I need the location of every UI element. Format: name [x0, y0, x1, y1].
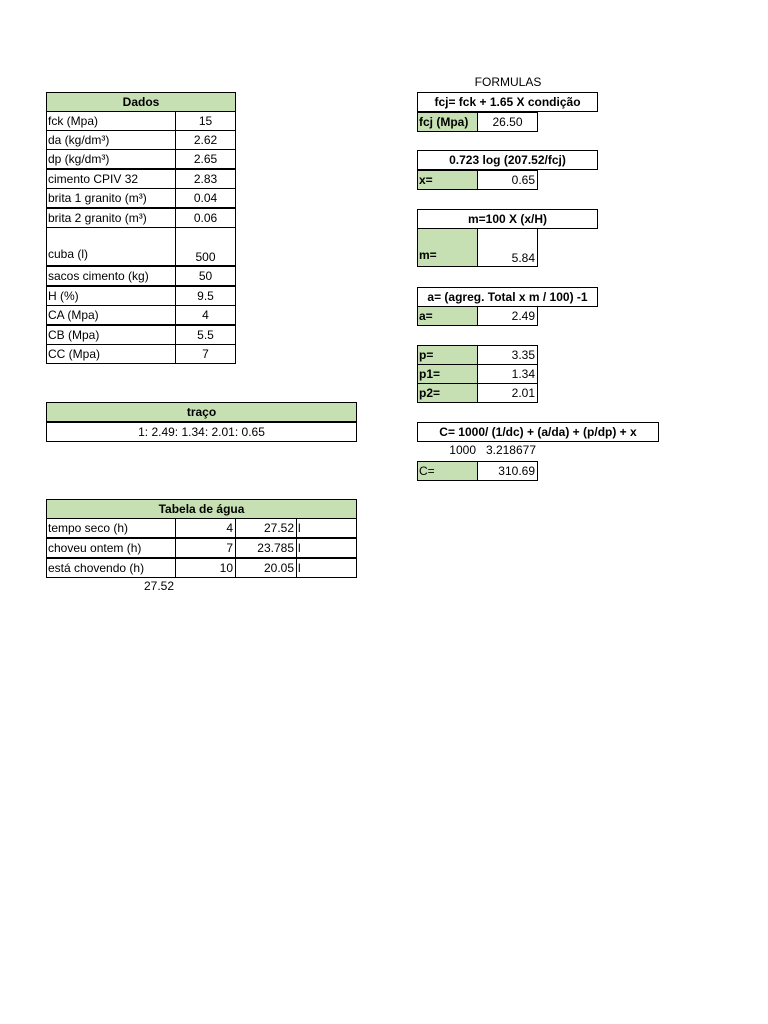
c-extra-value[interactable]: 3.218677: [485, 443, 536, 457]
m-label[interactable]: [417, 228, 478, 267]
dados-value-cuba[interactable]: 500: [175, 227, 236, 266]
agua-unit-chovendo[interactable]: l: [296, 558, 357, 578]
agua-header[interactable]: Tabela de água: [46, 499, 357, 519]
dados-header[interactable]: Dados: [46, 92, 236, 112]
dados-label-cc[interactable]: CC (Mpa): [46, 344, 176, 364]
x-formula[interactable]: 0.723 log (207.52/fcj): [417, 150, 598, 170]
dados-value-cc[interactable]: 7: [175, 344, 236, 364]
dados-label-cimento[interactable]: cimento CPIV 32: [46, 169, 176, 189]
agua-liters-ontem[interactable]: 23.785: [235, 538, 297, 558]
m-formula[interactable]: m=100 X (x/H): [417, 209, 598, 229]
agua-label-seco[interactable]: tempo seco (h): [46, 518, 176, 538]
x-value[interactable]: 0.65: [477, 170, 538, 190]
dados-label-ca[interactable]: CA (Mpa): [46, 305, 176, 325]
dados-label-brita2[interactable]: brita 2 granito (m³): [46, 208, 176, 228]
a-value[interactable]: 2.49: [477, 306, 538, 326]
fcj-label[interactable]: fcj (Mpa): [417, 112, 478, 132]
agua-unit-ontem[interactable]: l: [296, 538, 357, 558]
dados-label-fck[interactable]: fck (Mpa): [46, 111, 176, 131]
fcj-formula[interactable]: fcj= fck + 1.65 X condição: [417, 92, 598, 112]
dados-value-da[interactable]: 2.62: [175, 130, 236, 150]
dados-value-cimento[interactable]: 2.83: [175, 169, 236, 189]
traco-header[interactable]: traço: [46, 402, 357, 422]
m-label-text: m=: [419, 248, 437, 262]
m-value[interactable]: 5.84: [477, 228, 538, 267]
c-label[interactable]: C=: [417, 461, 478, 481]
agua-hours-seco[interactable]: 4: [175, 518, 236, 538]
p2-label[interactable]: p2=: [417, 383, 478, 403]
a-label[interactable]: a=: [417, 306, 478, 326]
p2-value[interactable]: 2.01: [477, 383, 538, 403]
dados-value-brita1[interactable]: 0.04: [175, 188, 236, 208]
agua-liters-seco[interactable]: 27.52: [235, 518, 297, 538]
dados-value-fck[interactable]: 15: [175, 111, 236, 131]
dados-label-da[interactable]: da (kg/dm³): [46, 130, 176, 150]
dados-label-dp[interactable]: dp (kg/dm³): [46, 149, 176, 169]
x-label[interactable]: x=: [417, 170, 478, 190]
p-label[interactable]: p=: [417, 345, 478, 365]
dados-label-h[interactable]: H (%): [46, 286, 176, 306]
formulas-title: FORMULAS: [474, 75, 542, 89]
c-extra-1000[interactable]: 1000: [449, 443, 476, 457]
p1-label[interactable]: p1=: [417, 364, 478, 384]
dados-label-sacos[interactable]: sacos cimento (kg): [46, 266, 176, 286]
dados-value-brita2[interactable]: 0.06: [175, 208, 236, 228]
agua-hours-chovendo[interactable]: 10: [175, 558, 236, 578]
a-formula[interactable]: a= (agreg. Total x m / 100) -1: [417, 287, 598, 307]
dados-label-cb[interactable]: CB (Mpa): [46, 325, 176, 345]
dados-label-cuba-text: cuba (l): [48, 247, 89, 261]
agua-hours-ontem[interactable]: 7: [175, 538, 236, 558]
dados-label-cuba[interactable]: [46, 227, 176, 266]
c-value[interactable]: 310.69: [477, 461, 538, 481]
agua-label-chovendo[interactable]: está chovendo (h): [46, 558, 176, 578]
dados-value-ca[interactable]: 4: [175, 305, 236, 325]
p-value[interactable]: 3.35: [477, 345, 538, 365]
agua-label-ontem[interactable]: choveu ontem (h): [46, 538, 176, 558]
dados-value-cb[interactable]: 5.5: [175, 325, 236, 345]
dados-value-sacos[interactable]: 50: [175, 266, 236, 286]
agua-unit-seco[interactable]: l: [296, 518, 357, 538]
agua-result[interactable]: 27.52: [143, 579, 174, 593]
fcj-value[interactable]: 26.50: [477, 112, 538, 132]
c-formula[interactable]: C= 1000/ (1/dc) + (a/da) + (p/dp) + x: [417, 422, 659, 442]
p1-value[interactable]: 1.34: [477, 364, 538, 384]
agua-liters-chovendo[interactable]: 20.05: [235, 558, 297, 578]
dados-label-brita1[interactable]: brita 1 granito (m³): [46, 188, 176, 208]
dados-value-h[interactable]: 9.5: [175, 286, 236, 306]
dados-value-dp[interactable]: 2.65: [175, 149, 236, 169]
traco-value[interactable]: 1: 2.49: 1.34: 2.01: 0.65: [46, 422, 357, 442]
